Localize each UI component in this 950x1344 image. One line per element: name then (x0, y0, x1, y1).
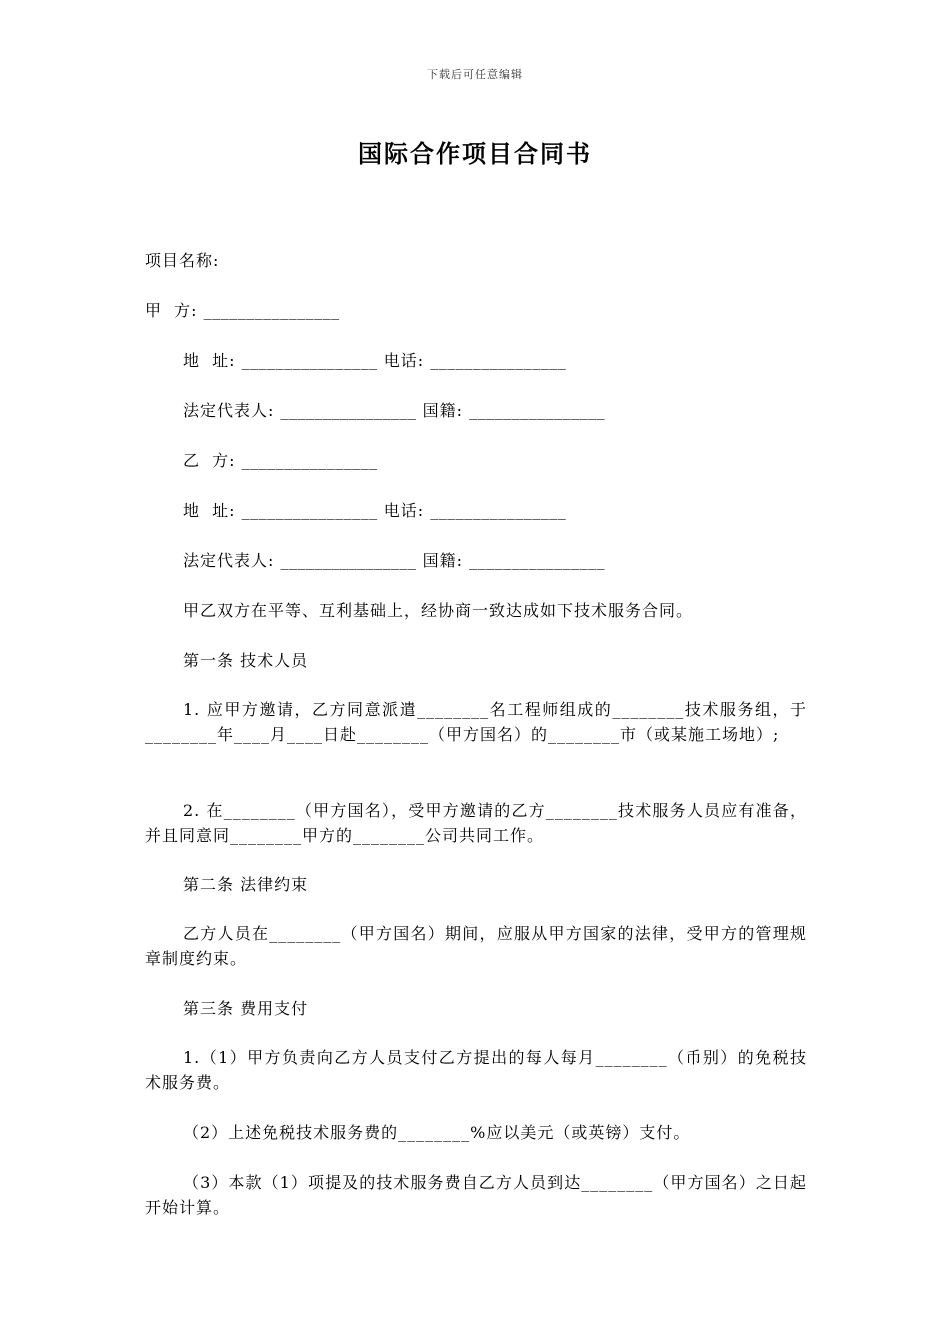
party-b-address-blank: ________________ (241, 501, 378, 520)
party-a-phone-blank: ________________ (430, 351, 567, 370)
party-b-row (183, 448, 378, 473)
document-title: 国际合作项目合同书 (358, 139, 592, 168)
party-a-rep-row (183, 398, 605, 423)
party-a-blank: ________________ (203, 301, 340, 320)
party-b-rep-row (183, 548, 605, 573)
party-b-nationality-label: 国籍: (422, 551, 463, 570)
article-1-heading: 第一条 技术人员 (183, 651, 309, 670)
party-a-address-blank: ________________ (241, 351, 378, 370)
project-name-label: 项目名称: (145, 251, 220, 270)
party-b-nationality-blank: ________________ (469, 551, 606, 570)
article-1-item-2: 2. 在________（甲方国名），受甲方邀请的乙方________技术服务人员应有准备，并且同意同________甲方的________公司共同工作。 (145, 801, 807, 845)
party-b-label: 乙 方: (183, 451, 236, 470)
party-b-phone-label: 电话: (383, 501, 425, 520)
party-a-phone-label: 电话: (383, 351, 425, 370)
party-a-rep-label: 法定代表人: (183, 401, 275, 420)
article-2-heading: 第二条 法律约束 (183, 875, 309, 894)
article-3-item-2: （2）上述免税技术服务费的________%应以美元（或英镑）支付。 (183, 1123, 691, 1142)
intro-paragraph: 甲乙双方在平等、互利基础上，经协商一致达成如下技术服务合同。 (183, 601, 694, 620)
party-b-rep-label: 法定代表人: (183, 551, 275, 570)
article-3-heading: 第三条 费用支付 (183, 999, 309, 1018)
party-b-phone-blank: ________________ (430, 501, 567, 520)
party-a-address-label: 地 址: (183, 351, 236, 370)
party-b-rep-blank: ________________ (280, 551, 417, 570)
party-a-nationality-label: 国籍: (422, 401, 463, 420)
party-b-address-label: 地 址: (183, 501, 236, 520)
party-a-rep-blank: ________________ (280, 401, 417, 420)
article-1-item-1: 1. 应甲方邀请，乙方同意派遣________名工程师组成的________技术服务组，于________年____月____日赴________（甲方国名）的________市（或某施工场地）; (145, 700, 807, 744)
party-a-label: 甲 方: (145, 301, 198, 320)
party-b-blank: ________________ (241, 451, 378, 470)
party-a-address-row (183, 348, 566, 373)
party-b-address-row (183, 498, 566, 523)
header-note: 下载后可任意编辑 (427, 68, 523, 81)
article-3-item-1: 1.（1）甲方负责向乙方人员支付乙方提出的每人每月________（币别）的免税技术服务费。 (145, 1048, 807, 1092)
party-a-row (145, 298, 340, 323)
article-2-body: 乙方人员在________（甲方国名）期间，应服从甲方国家的法律，受甲方的管理规章制度约束。 (145, 924, 807, 968)
article-3-item-3: （3）本款（1）项提及的技术服务费自乙方人员到达________（甲方国名）之日起开始计算。 (145, 1173, 807, 1217)
party-a-nationality-blank: ________________ (469, 401, 606, 420)
